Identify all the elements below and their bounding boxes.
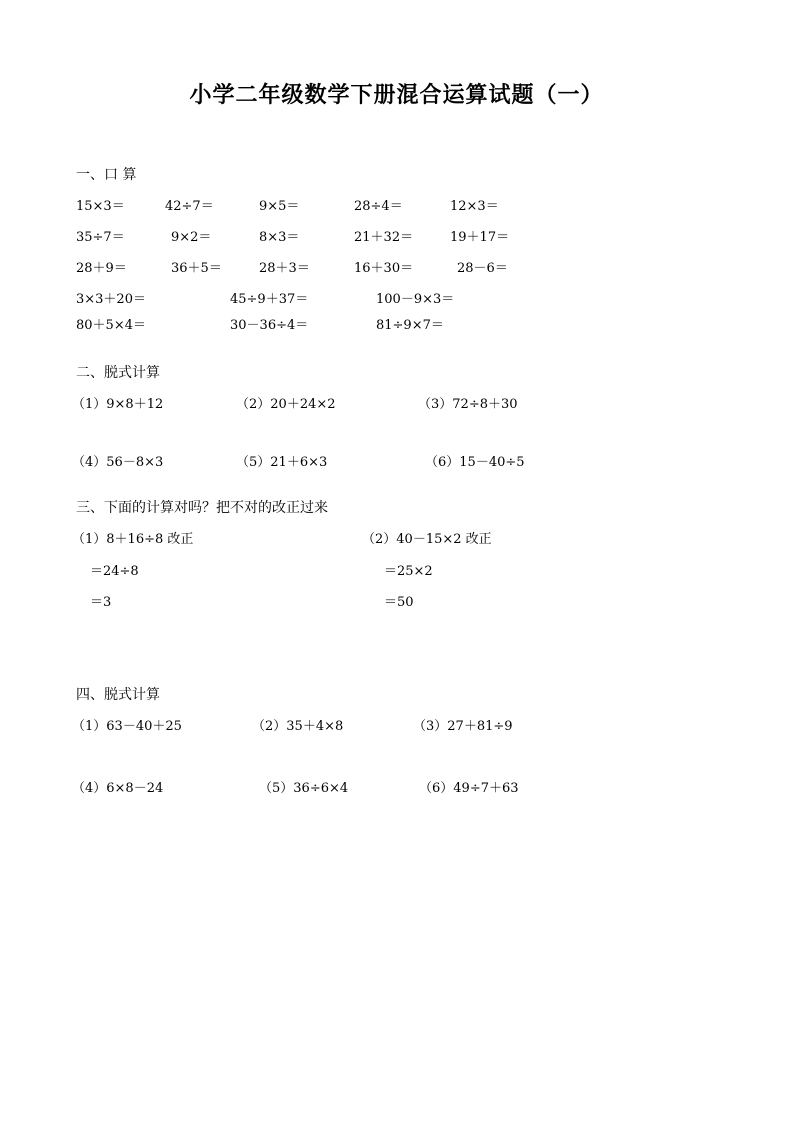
stepwise-problem: （6）49÷7＋63 (419, 781, 519, 796)
section-2-heading: 二、脱式计算 (76, 365, 160, 381)
check-problem-step: ＝25×2 (384, 564, 433, 579)
stepwise-problem: （6）15－40÷5 (425, 455, 525, 470)
check-problem-step: ＝50 (384, 595, 414, 610)
section-3-heading: 三、下面的计算对吗？把不对的改正过来 (76, 500, 328, 516)
oral-problem: 21＋32＝ (354, 230, 414, 245)
check-problem-step: ＝3 (90, 595, 112, 610)
oral-problem: 16＋30＝ (354, 261, 414, 276)
oral-problem: 15×3＝ (76, 199, 125, 214)
oral-problem: 36＋5＝ (171, 261, 222, 276)
oral-problem: 8×3＝ (259, 230, 300, 245)
stepwise-problem: （4）6×8－24 (72, 781, 164, 796)
stepwise-problem: （2）20＋24×2 (236, 397, 336, 412)
oral-problem: 19＋17＝ (450, 230, 510, 245)
section-1-heading: 一、口 算 (76, 167, 137, 183)
section-4-heading: 四、脱式计算 (76, 687, 160, 703)
stepwise-problem: （5）21＋6×3 (236, 455, 328, 470)
check-problem-fix-label: 改正 (465, 532, 492, 547)
oral-problem: 100－9×3＝ (376, 292, 455, 307)
stepwise-problem: （2）35＋4×8 (252, 719, 344, 734)
check-problem-expression: （1）8＋16÷8 (72, 532, 164, 547)
oral-problem: 9×5＝ (259, 199, 300, 214)
oral-problem: 3×3＋20＝ (76, 292, 146, 307)
stepwise-problem: （1）9×8＋12 (72, 397, 164, 412)
oral-problem: 28÷4＝ (354, 199, 403, 214)
page-title: 小学二年级数学下册混合运算试题（一） (189, 83, 604, 108)
oral-problem: 28＋9＝ (76, 261, 127, 276)
stepwise-problem: （4）56－8×3 (72, 455, 164, 470)
oral-problem: 80＋5×4＝ (76, 318, 146, 333)
oral-problem: 12×3＝ (450, 199, 499, 214)
oral-problem: 42÷7＝ (165, 199, 214, 214)
stepwise-problem: （5）36÷6×4 (259, 781, 349, 796)
oral-problem: 30－36÷4＝ (230, 318, 309, 333)
oral-problem: 9×2＝ (171, 230, 212, 245)
check-problem-right (362, 532, 492, 548)
stepwise-problem: （1）63－40＋25 (72, 719, 182, 734)
check-problem-left (72, 532, 193, 548)
oral-problem: 45÷9＋37＝ (230, 292, 309, 307)
check-problem-expression: （2）40－15×2 (362, 532, 462, 547)
check-problem-step: ＝24÷8 (90, 564, 139, 579)
stepwise-problem: （3）72÷8＋30 (418, 397, 518, 412)
oral-problem: 35÷7＝ (76, 230, 125, 245)
oral-problem: 28－6＝ (457, 261, 508, 276)
oral-problem: 28＋3＝ (259, 261, 310, 276)
stepwise-problem: （3）27＋81÷9 (413, 719, 513, 734)
oral-problem: 81÷9×7＝ (376, 318, 444, 333)
check-problem-fix-label: 改正 (167, 532, 194, 547)
